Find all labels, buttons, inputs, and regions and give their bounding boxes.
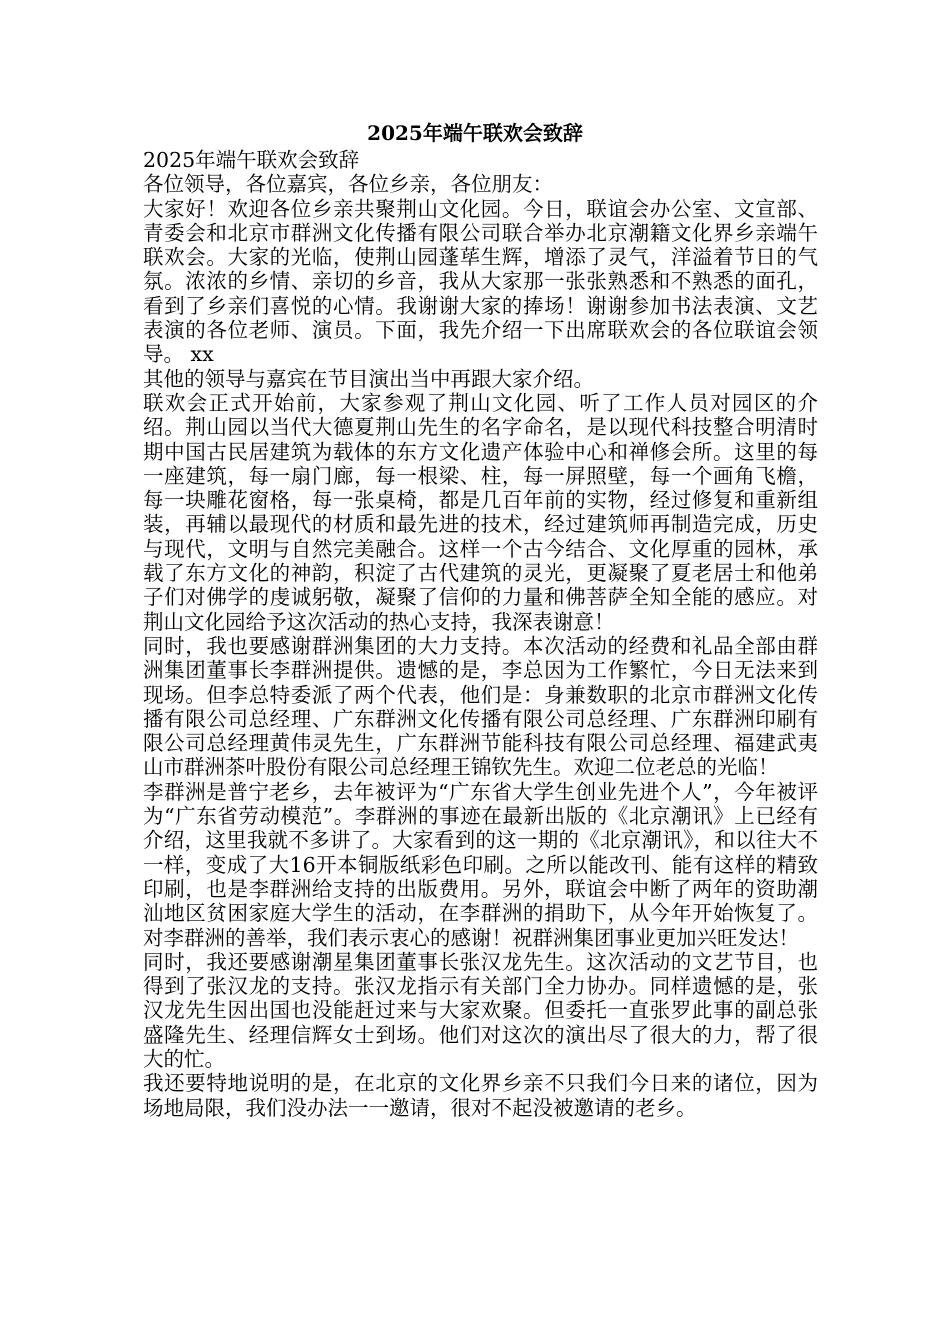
- paragraph-chaoxing-thanks: 同时，我还要感谢潮星集团董事长张汉龙先生。这次活动的文艺节目，也得到了张汉龙的支持。张汉龙指示有关部门全力协办。同样遗憾的是，张汉龙先生因出国也没能赶过来与大家欢聚。但委托一直张罗此事的副总张盛隆先生、经理信辉女士到场。他们对这次的演出尽了很大的力，帮了很大的忙。: [143, 949, 818, 1071]
- paragraph-heading: 2025年端午联欢会致辞: [143, 148, 360, 172]
- paragraph-qunzhou-thanks: 同时，我也要感谢群洲集团的大力支持。本次活动的经费和礼品全部由群洲集团董事长李群洲提供。遗憾的是，李总因为工作繁忙，今日无法来到现场。但李总特委派了两个代表，他们是：身兼数职的北京市群洲文化传播有限公司总经理、广东群洲文化传播有限公司总经理、广东群洲印刷有限公司总经理黄伟灵先生，广东群洲节能科技有限公司总经理、福建武夷山市群洲茶叶股份有限公司总经理王锦钦先生。欢迎二位老总的光临！: [143, 633, 818, 780]
- paragraph-li-qunzhou: 李群洲是普宁老乡，去年被评为“广东省大学生创业先进个人”，今年被评为“广东省劳动模范”。李群洲的事迹在最新出版的《北京潮讯》上已经有介绍，这里我就不多讲了。大家看到的这一期的《北京潮讯》，和以往大不一样，变成了大16开本铜版纸彩色印刷。之所以能改刊、能有这样的精致印刷，也是李群洲给支持的出版费用。另外，联谊会中断了两年的资助潮汕地区贫困家庭大学生的活动，在李群洲的捐助下，从今年开始恢复了。对李群洲的善举，我们表示衷心的感谢！祝群洲集团事业更加兴旺发达！: [143, 779, 818, 950]
- paragraph-salutation: 各位领导，各位嘉宾，各位乡亲，各位朋友：: [143, 172, 553, 197]
- paragraph-other-guests: 其他的领导与嘉宾在节目演出当中再跟大家介绍。: [143, 366, 594, 391]
- paragraph-welcome: 大家好！欢迎各位乡亲共聚荆山文化园。今日，联谊会办公室、文宣部、青委会和北京市群洲文化传播有限公司联合举办北京潮籍文化界乡亲端午联欢会。大家的光临，使荆山园蓬荜生辉，增添了灵气，洋溢着节日的气氛。浓浓的乡情、亲切的乡音，我从大家那一张张熟悉和不熟悉的面孔，看到了乡亲们喜悦的心情。我谢谢大家的捧场！谢谢参加书法表演、文艺表演的各位老师、演员。下面，我先介绍一下出席联欢会的各位联谊会领导。 xx: [143, 196, 818, 367]
- document-body: [143, 148, 818, 1120]
- paragraph-apology: 我还要特地说明的是，在北京的文化界乡亲不只我们今日来的诸位，因为场地局限，我们没办法一一邀请，很对不起没被邀请的老乡。: [143, 1071, 818, 1120]
- document-title: 2025年端午联欢会致辞: [367, 121, 583, 145]
- paragraph-jingshan-park: 联欢会正式开始前，大家参观了荆山文化园、听了工作人员对园区的介绍。荆山园以当代大德夏荆山先生的名字命名，是以现代科技整合明清时期中国古民居建筑为载体的东方文化遗产体验中心和禅修会所。这里的每一座建筑，每一扇门廊，每一根梁、柱，每一屏照壁，每一个画角飞檐，每一块雕花窗格，每一张桌椅，都是几百年前的实物，经过修复和重新组装，再辅以最现代的材质和最先进的技术，经过建筑师再制造完成，历史与现代，文明与自然完美融合。这样一个古今结合、文化厚重的园林，承载了东方文化的神韵，积淀了古代建筑的灵光，更凝聚了夏老居士和他弟子们对佛学的虔诚躬敬，凝聚了信仰的力量和佛菩萨全知全能的感应。对荆山文化园给予这次活动的热心支持，我深表谢意！: [143, 390, 818, 634]
